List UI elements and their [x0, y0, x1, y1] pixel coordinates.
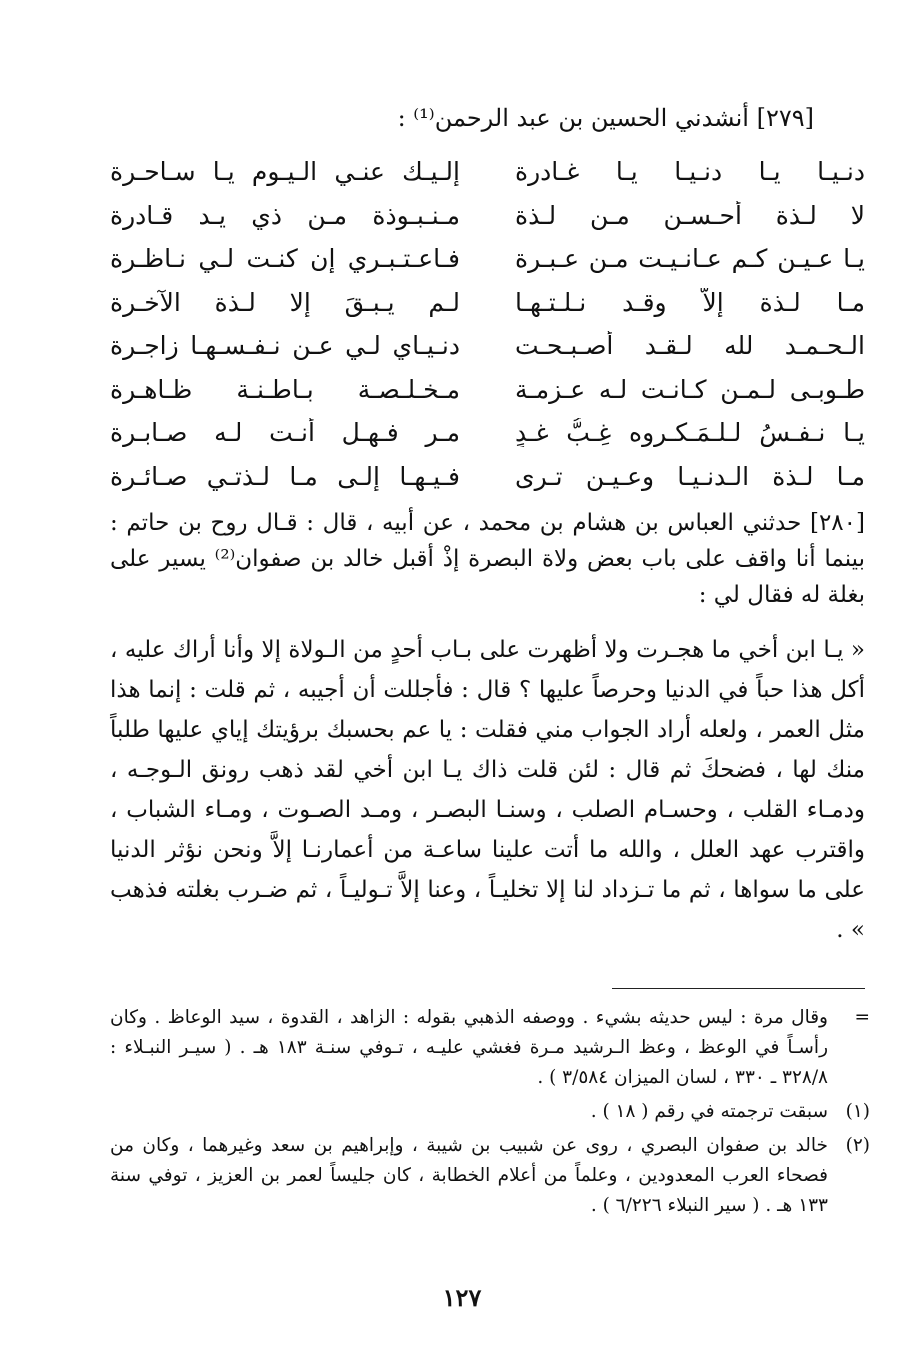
verse-first-hemistich: يـا نـفـسُ لـلـمَـكـروه غِـبُّ غـدٍ	[515, 418, 865, 448]
verse-second-hemistich: لـم يـبـقَ إلا لـذة الآخـرة	[110, 287, 460, 317]
verse-first-hemistich: يـا عـيـن كـم عـانـيـت مـن عـبـرة	[515, 244, 865, 274]
entry-paragraph-280: [٢٨٠] حدثني العباس بن هشام بن محمد ، عن أبيه ، قال : قـال روح بن حاتم : بينما أنا واقف على باب بعض ولاة البصرة إذْ أقبل خالد بن صفوان⁽²⁾ يسير على بغلة له فقال لي :	[110, 510, 865, 608]
poem-verse	[110, 237, 865, 281]
quote-paragraph: « يـا ابن أخي ما هجـرت ولا أظهرت على بـاب أحدٍ من الـولاة إلا وأنا أراك عليه ، أكل هذا حباً في الدنيا وحرصاً عليها ؟ قال : فأجللت أن أجيبه ، ثم قلت : إنما هذا مثل العمر ، ولعله أراد الجواب مني فقلت : يا عم بحسبك برؤيتك إياي عليها طلباً منك لها ، فضحكَ ثم قال : لئن قلت ذاك يـا ابن أخي لقد ذهب رونق الـوجـه ، ودمـاء القلب ، وحسـام الصلب ، وسنـا البصـر ، ومـد الصـوت ، ومـاء الشباب ، واقترب عهد العلل ، والله ما أتت علينا ساعـة من أعمارنـا إلاَّ ونحن نؤثر الدنيا على ما سواها ، ثم ما تـزداد لنا إلا تخليـاً ، وعنا إلاَّ تـوليـاً ، ثم ضـرب بغلته فذهب » .	[110, 637, 865, 943]
poem-verse	[110, 324, 865, 368]
verse-first-hemistich: الـحـمـد لله لـقـد أصـبـحـت	[515, 331, 865, 361]
verse-second-hemistich: مـنـبـوذة مـن ذي يـد قـادرة	[110, 200, 460, 230]
footnote-text: وقال مرة : ليس حديثه بشيء . ووصفه الذهبي بقوله : الزاهد ، القدوة ، سيد الوعاظ . وكان رأسـاً في الوعظ ، وعظ الـرشيد مـرة فغشي عليـه ، تـوفي سنـة ١٨٣ هـ . ( سيـر النبـلاء : ٣٢٨/٨ ـ ٣٣٠ ، لسان الميزان ٣/٥٨٤ ) .	[110, 1007, 828, 1088]
footnotes	[110, 1003, 870, 1225]
verse-second-hemistich: فـيـهـا إلـى مـا لـذتـي صـائـرة	[110, 461, 460, 491]
footnote-continued	[110, 1003, 870, 1093]
footnote-marker: =	[854, 1007, 870, 1028]
verse-first-hemistich: مـا لـذة إلاَّ وقـد نـلـتـهـا	[515, 287, 865, 317]
verse-first-hemistich: لا لـذة أحـسـن مـن لـذة	[515, 200, 865, 230]
verse-second-hemistich: دنـيـاي لـي عـن نـفـسـهـا زاجـرة	[110, 331, 460, 361]
poem-verse	[110, 368, 865, 412]
poem-verse	[110, 411, 865, 455]
poem-verse	[110, 281, 865, 325]
footnote-text: خالد بن صفوان البصري ، روى عن شبيب بن شيبة ، وإبراهيم بن سعد وغيرهما ، وكان من فصحاء العرب المعدودين ، وعلماً من أعلام الخطابة ، كان جليساً لعمر بن العزيز ، توفي سنة ١٣٣ هـ . ( سير النبلاء ٦/٢٢٦ ) .	[110, 1135, 828, 1216]
verse-second-hemistich: فـاعـتـبـري إن كنـت لـي نـاظـرة	[110, 244, 460, 274]
footnote-separator	[612, 988, 865, 989]
footnote-marker: (١)	[845, 1101, 870, 1122]
footnote-2	[110, 1131, 870, 1221]
poem-verse	[110, 150, 865, 194]
footnote-text: سبقت ترجمته في رقم ( ١٨ ) .	[590, 1101, 828, 1122]
poem-verse	[110, 455, 865, 499]
verse-first-hemistich: دنـيـا يـا دنـيـا يـا غـادرة	[515, 157, 865, 187]
footnote-marker: (٢)	[845, 1135, 870, 1156]
verse-second-hemistich: مـر فـهـل أنـت لـه صـابـرة	[110, 418, 460, 448]
verse-first-hemistich: مـا لـذة الـدنـيـا وعـيـن تـرى	[515, 461, 865, 491]
poem-verse	[110, 194, 865, 238]
page-number: ١٢٧	[442, 1283, 482, 1312]
entry-heading-279: [٢٧٩] أنشدني الحسين بن عبد الرحمن⁽¹⁾ :	[397, 104, 814, 132]
poem	[110, 150, 865, 498]
verse-second-hemistich: إلـيـك عنـي الـيـوم يـا سـاحـرة	[110, 157, 460, 187]
verse-first-hemistich: طـوبـى لـمـن كـانـت لـه عـزمـة	[515, 374, 865, 404]
footnote-1	[110, 1097, 870, 1127]
verse-second-hemistich: مـخـلـصـة بـاطـنـة ظـاهـرة	[110, 374, 460, 404]
